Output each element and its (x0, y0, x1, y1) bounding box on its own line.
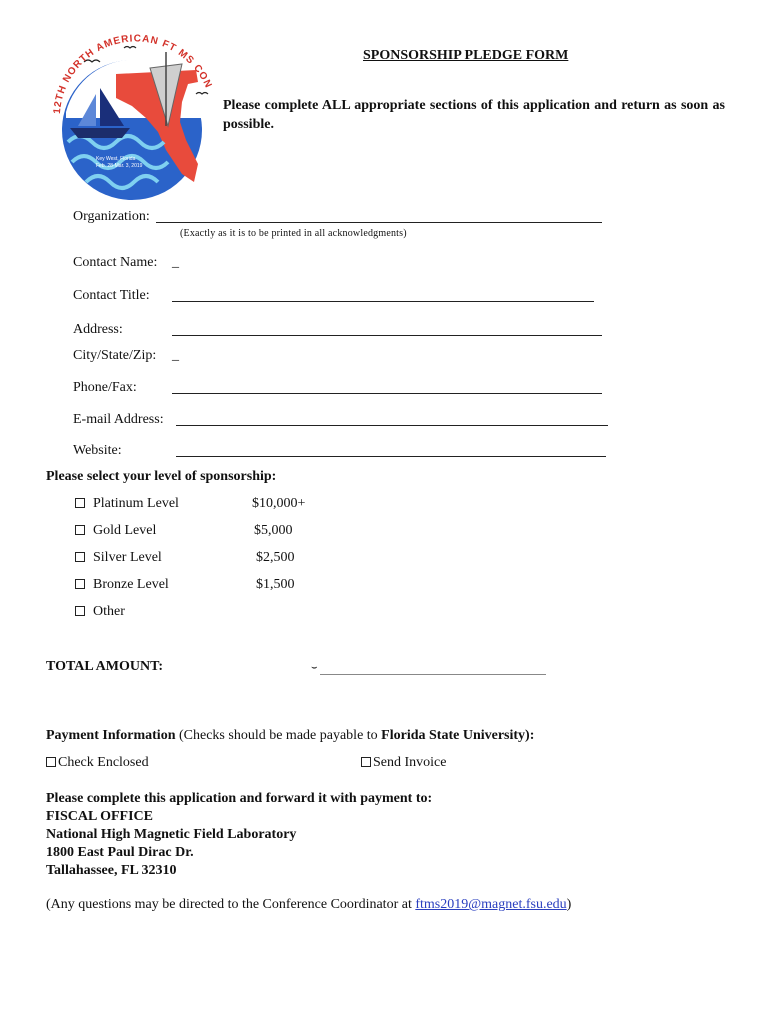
payment-heading (46, 728, 534, 744)
total-amount-field[interactable] (320, 674, 546, 675)
payment-heading-text: (Checks should be made payable to (175, 728, 382, 743)
payment-payee: Florida State University (381, 728, 526, 743)
form-title: SPONSORSHIP PLEDGE FORM (363, 48, 569, 63)
checkbox-gold[interactable] (75, 525, 85, 535)
contact-name-field[interactable]: _ (172, 255, 179, 270)
level-other[interactable] (75, 604, 125, 620)
total-amount-mark: ⌣ (311, 662, 318, 673)
checkbox-send-invoice[interactable] (361, 757, 371, 767)
website-field[interactable] (176, 456, 606, 457)
logo-dates-text: Feb. 28-Mar. 3, 2019 (96, 163, 143, 169)
level-bronze-label: Bronze Level (93, 577, 169, 592)
level-silver-label: Silver Level (93, 550, 162, 565)
option-check-enclosed[interactable] (46, 755, 149, 771)
payment-heading-bold: Payment Information (46, 728, 176, 743)
organization-label: Organization: (73, 209, 150, 224)
level-silver-amount: $2,500 (256, 550, 295, 565)
logo-arc-text: 12TH NORTH AMERICAN FT MS CON (51, 33, 214, 115)
organization-note: (Exactly as it is to be printed in all acknowledgments) (180, 228, 407, 239)
logo-graphic (46, 22, 218, 200)
level-platinum[interactable] (75, 496, 179, 512)
contact-name-label: Contact Name: (73, 255, 158, 270)
mailing-city: Tallahassee, FL 32310 (46, 863, 177, 878)
sponsorship-heading: Please select your level of sponsorship: (46, 469, 277, 484)
level-platinum-label: Platinum Level (93, 496, 179, 511)
footer-close: ) (566, 897, 572, 912)
option-check-enclosed-label: Check Enclosed (58, 755, 149, 770)
level-gold-label: Gold Level (93, 523, 157, 538)
level-bronze-amount: $1,500 (256, 577, 295, 592)
option-send-invoice[interactable] (361, 755, 446, 771)
contact-title-field[interactable] (172, 301, 594, 302)
checkbox-other[interactable] (75, 606, 85, 616)
checkbox-bronze[interactable] (75, 579, 85, 589)
form-intro: Please complete ALL appropriate sections of this application and return as soon as possible. (223, 98, 725, 132)
address-field[interactable] (172, 335, 602, 336)
level-platinum-amount: $10,000+ (252, 496, 306, 511)
coordinator-email-link[interactable]: ftms2019@magnet.fsu.edu (415, 897, 567, 912)
level-gold-amount: $5,000 (254, 523, 293, 538)
email-label: E-mail Address: (73, 412, 164, 427)
level-gold[interactable] (75, 523, 156, 539)
website-label: Website: (73, 443, 122, 458)
address-label: Address: (73, 322, 123, 337)
city-state-zip-field[interactable]: _ (172, 348, 179, 363)
checkbox-platinum[interactable] (75, 498, 85, 508)
level-other-label: Other (93, 604, 125, 619)
phone-fax-label: Phone/Fax: (73, 380, 137, 395)
mailing-address-block (46, 790, 432, 880)
level-bronze[interactable] (75, 577, 169, 593)
phone-fax-field[interactable] (172, 393, 602, 394)
payment-heading-end: ): (525, 728, 535, 743)
contact-title-label: Contact Title: (73, 288, 150, 303)
total-amount-label: TOTAL AMOUNT: (46, 659, 164, 674)
mailing-street: 1800 East Paul Dirac Dr. (46, 845, 194, 860)
checkbox-check-enclosed[interactable] (46, 757, 56, 767)
mailing-lab: National High Magnetic Field Laboratory (46, 827, 297, 842)
logo-location-text: Key West, Florida (96, 156, 136, 162)
checkbox-silver[interactable] (75, 552, 85, 562)
organization-field[interactable] (156, 222, 602, 223)
level-silver[interactable] (75, 550, 162, 566)
footer-note (46, 897, 571, 913)
option-send-invoice-label: Send Invoice (373, 755, 447, 770)
conference-logo (46, 22, 218, 200)
mailing-office: FISCAL OFFICE (46, 809, 153, 824)
mailing-instruction: Please complete this application and forward it with payment to: (46, 791, 433, 806)
city-state-zip-label: City/State/Zip: (73, 348, 157, 363)
email-field[interactable] (176, 425, 608, 426)
footer-text: (Any questions may be directed to the Conference Coordinator at (46, 897, 416, 912)
